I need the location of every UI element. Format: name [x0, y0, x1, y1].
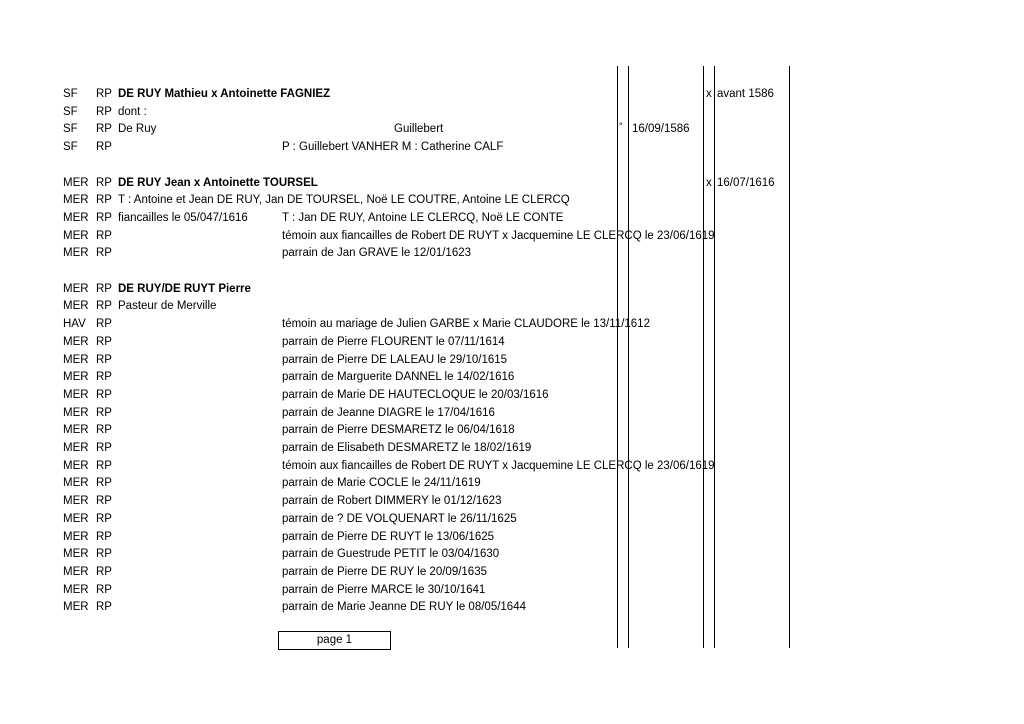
- source-code: MER: [63, 282, 89, 295]
- event-text: parrain de Guestrude PETIT le 03/04/1630: [282, 548, 500, 561]
- source-code: MER: [63, 247, 89, 260]
- record-type: RP: [96, 247, 112, 260]
- record-type: RP: [96, 141, 112, 154]
- source-code: HAV: [63, 318, 86, 331]
- record-row: [0, 474, 1024, 492]
- marriage-date: avant 1586: [717, 88, 774, 100]
- source-code: MER: [63, 495, 89, 508]
- entry-name: DE RUY/DE RUYT Pierre: [118, 282, 251, 295]
- record-row: [0, 421, 1024, 439]
- entry-name: T : Antoine et Jean DE RUY, Jan DE TOURSEL, Noë LE COUTRE, Antoine LE CLERCQ: [118, 194, 570, 207]
- source-code: MER: [63, 548, 89, 561]
- event-text: parrain de Pierre MARCE le 30/10/1641: [282, 583, 486, 596]
- source-code: MER: [63, 388, 89, 401]
- given-name: Guillebert: [394, 123, 444, 136]
- event-text: P : Guillebert VANHER M : Catherine CALF: [282, 141, 504, 154]
- record-row: [0, 174, 1024, 192]
- event-text: témoin au mariage de Julien GARBE x Marie CLAUDORE le 13/11/1612: [282, 318, 650, 331]
- source-code: MER: [63, 530, 89, 543]
- source-code: MER: [63, 194, 89, 207]
- event-text: parrain de Jeanne DIAGRE le 17/04/1616: [282, 406, 495, 419]
- source-code: MER: [63, 601, 89, 614]
- source-code: MER: [63, 406, 89, 419]
- record-row: [0, 457, 1024, 475]
- record-type: RP: [96, 406, 112, 419]
- record-type: RP: [96, 442, 112, 454]
- record-row: [0, 138, 1024, 156]
- record-row: [0, 315, 1024, 333]
- source-code: MER: [63, 335, 89, 348]
- event-text: parrain de Pierre FLOURENT le 07/11/1614: [282, 335, 505, 348]
- source-code: MER: [63, 353, 89, 366]
- source-code: MER: [63, 565, 89, 578]
- record-row: [0, 351, 1024, 369]
- birth-symbol: °: [619, 121, 623, 132]
- record-row: [0, 439, 1024, 457]
- record-type: RP: [96, 123, 112, 136]
- record-row: [0, 492, 1024, 510]
- record-row: [0, 563, 1024, 581]
- record-type: RP: [96, 353, 112, 366]
- record-type: RP: [96, 477, 112, 490]
- record-type: RP: [96, 282, 112, 295]
- record-row: [0, 545, 1024, 563]
- event-text: parrain de ? DE VOLQUENART le 26/11/1625: [282, 512, 517, 525]
- entry-name: Pasteur de Merville: [118, 300, 217, 313]
- entry-name: fiancailles le 05/047/1616: [118, 211, 248, 224]
- record-row: [0, 191, 1024, 209]
- record-row: [0, 227, 1024, 245]
- record-type: RP: [96, 300, 112, 313]
- record-row: [0, 581, 1024, 599]
- event-text: parrain de Elisabeth DESMARETZ le 18/02/1619: [282, 442, 532, 454]
- record-row: [0, 244, 1024, 262]
- birth-date: 16/09/1586: [632, 123, 690, 136]
- event-text: parrain de Marie Jeanne DE RUY le 08/05/1644: [282, 601, 526, 614]
- record-row: [0, 209, 1024, 227]
- record-row: [0, 297, 1024, 315]
- marriage-symbol: x: [706, 88, 712, 100]
- source-code: MER: [63, 459, 89, 472]
- record-type: RP: [96, 565, 112, 578]
- record-type: RP: [96, 318, 112, 331]
- event-text: parrain de Marie COCLE le 24/11/1619: [282, 477, 481, 490]
- event-text: parrain de Robert DIMMERY le 01/12/1623: [282, 495, 502, 508]
- record-row: [0, 333, 1024, 351]
- source-code: MER: [63, 424, 89, 437]
- source-code: MER: [63, 211, 89, 224]
- event-text: témoin aux fiancailles de Robert DE RUYT x Jacquemine LE CLERCQ le 23/06/1619: [282, 459, 715, 472]
- record-type: RP: [96, 211, 112, 224]
- record-type: RP: [96, 335, 112, 348]
- source-code: MER: [63, 229, 89, 242]
- source-code: MER: [63, 442, 89, 454]
- record-type: RP: [96, 459, 112, 472]
- source-code: SF: [63, 88, 78, 100]
- event-text: T : Jan DE RUY, Antoine LE CLERCQ, Noë LE CONTE: [282, 211, 564, 224]
- record-row: [0, 280, 1024, 298]
- entry-name: DE RUY Mathieu x Antoinette FAGNIEZ: [118, 88, 331, 100]
- record-type: RP: [96, 194, 112, 207]
- record-type: RP: [96, 530, 112, 543]
- marriage-symbol: x: [706, 176, 712, 189]
- record-type: RP: [96, 512, 112, 525]
- entry-name: De Ruy: [118, 123, 157, 136]
- record-row: [0, 368, 1024, 386]
- record-type: RP: [96, 229, 112, 242]
- event-text: parrain de Marie DE HAUTECLOQUE le 20/03/1616: [282, 388, 549, 401]
- source-code: MER: [63, 477, 89, 490]
- source-code: MER: [63, 583, 89, 596]
- record-row: [0, 528, 1024, 546]
- page-number: page 1: [316, 634, 353, 646]
- record-row: [0, 404, 1024, 422]
- record-row: [0, 510, 1024, 528]
- record-type: RP: [96, 424, 112, 437]
- record-type: RP: [96, 88, 112, 100]
- record-row: [0, 103, 1024, 121]
- record-type: RP: [96, 548, 112, 561]
- page-number-box: [278, 631, 391, 650]
- record-type: RP: [96, 495, 112, 508]
- event-text: parrain de Pierre DE LALEAU le 29/10/1615: [282, 353, 508, 366]
- source-code: MER: [63, 512, 89, 525]
- record-row: [0, 120, 1024, 138]
- record-type: RP: [96, 601, 112, 614]
- record-row: [0, 386, 1024, 404]
- event-text: parrain de Pierre DESMARETZ le 06/04/1618: [282, 424, 515, 437]
- record-type: RP: [96, 388, 112, 401]
- entry-name: dont :: [118, 105, 147, 118]
- event-text: parrain de Marguerite DANNEL le 14/02/1616: [282, 371, 515, 384]
- record-row: [0, 598, 1024, 616]
- source-code: SF: [63, 123, 78, 136]
- entry-name: DE RUY Jean x Antoinette TOURSEL: [118, 176, 318, 189]
- source-code: MER: [63, 300, 89, 313]
- record-row: [0, 85, 1024, 103]
- source-code: MER: [63, 371, 89, 384]
- record-type: RP: [96, 105, 112, 118]
- record-type: RP: [96, 583, 112, 596]
- source-code: SF: [63, 141, 78, 154]
- event-text: parrain de Pierre DE RUYT le 13/06/1625: [282, 530, 495, 543]
- record-type: RP: [96, 176, 112, 189]
- source-code: SF: [63, 105, 78, 118]
- event-text: parrain de Pierre DE RUY le 20/09/1635: [282, 565, 487, 578]
- event-text: parrain de Jan GRAVE le 12/01/1623: [282, 247, 472, 260]
- source-code: MER: [63, 176, 89, 189]
- marriage-date: 16/07/1616: [717, 176, 775, 189]
- event-text: témoin aux fiancailles de Robert DE RUYT x Jacquemine LE CLERCQ le 23/06/1619: [282, 229, 715, 242]
- record-type: RP: [96, 371, 112, 384]
